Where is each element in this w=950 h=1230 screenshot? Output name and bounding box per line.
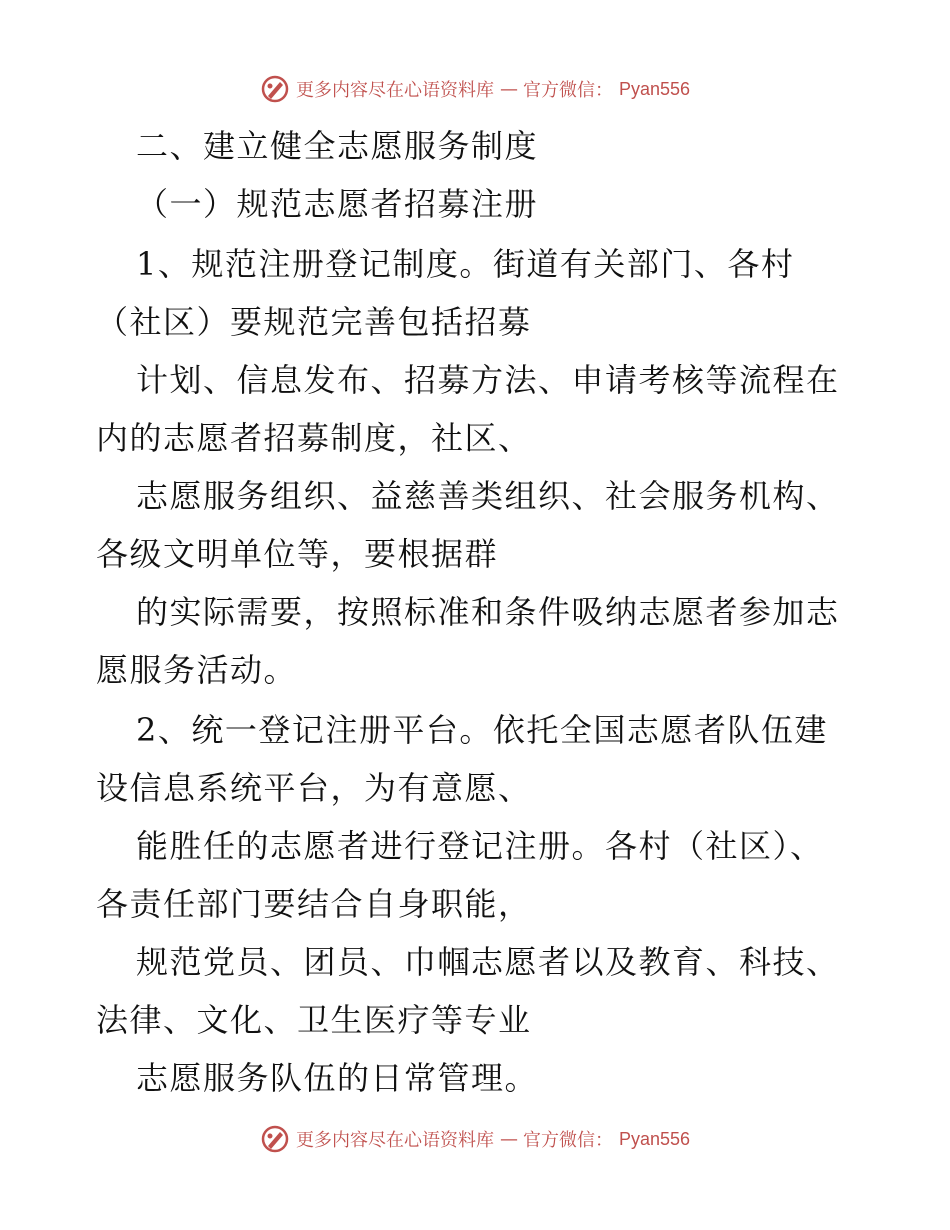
seal-logo-icon <box>260 1124 290 1154</box>
paragraph-line: 各责任部门要结合自身职能， <box>96 885 532 923</box>
paragraph-line: 的实际需要，按照标准和条件吸纳志愿者参加志 <box>136 593 840 631</box>
paragraph-line: 内的志愿者招募制度，社区、 <box>96 419 532 457</box>
watermark-wechat-id: Pyan556 <box>618 78 691 99</box>
header-watermark <box>0 74 950 104</box>
paragraph-line: 规范党员、团员、巾帼志愿者以及教育、科技、 <box>136 943 840 981</box>
watermark-sub-text: 官方微信： <box>522 1130 613 1151</box>
paragraph-line: 志愿服务队伍的日常管理。 <box>136 1059 539 1097</box>
paragraph-line: 愿服务活动。 <box>96 651 298 689</box>
paragraph-line: 1、规范注册登记制度。街道有关部门、各村 <box>136 245 795 283</box>
watermark-dash: — <box>499 1128 517 1150</box>
paragraph-line: 志愿服务组织、益慈善类组织、社会服务机构、 <box>136 477 840 515</box>
watermark-dash: — <box>499 78 517 100</box>
paragraph-line: 2、统一登记注册平台。依托全国志愿者队伍建 <box>136 711 828 749</box>
paragraph-line: 设信息系统平台，为有意愿、 <box>96 769 532 807</box>
watermark-main-text: 更多内容尽在心语资料库 <box>295 80 494 101</box>
footer-watermark <box>0 1124 950 1154</box>
paragraph-line: 能胜任的志愿者进行登记注册。各村（社区）、 <box>136 827 824 865</box>
section-heading: 二、建立健全志愿服务制度 <box>136 127 539 165</box>
paragraph-line: 法律、文化、卫生医疗等专业 <box>96 1001 532 1039</box>
seal-logo-icon <box>260 74 290 104</box>
subsection-heading: （一）规范志愿者招募注册 <box>136 185 539 223</box>
paragraph-line: （社区）要规范完善包括招募 <box>96 303 532 341</box>
watermark-main-text: 更多内容尽在心语资料库 <box>295 1130 494 1151</box>
paragraph-line: 各级文明单位等，要根据群 <box>96 535 499 573</box>
paragraph-line: 计划、信息发布、招募方法、申请考核等流程在 <box>136 361 840 399</box>
watermark-wechat-id: Pyan556 <box>618 1128 691 1149</box>
watermark-sub-text: 官方微信： <box>522 80 613 101</box>
